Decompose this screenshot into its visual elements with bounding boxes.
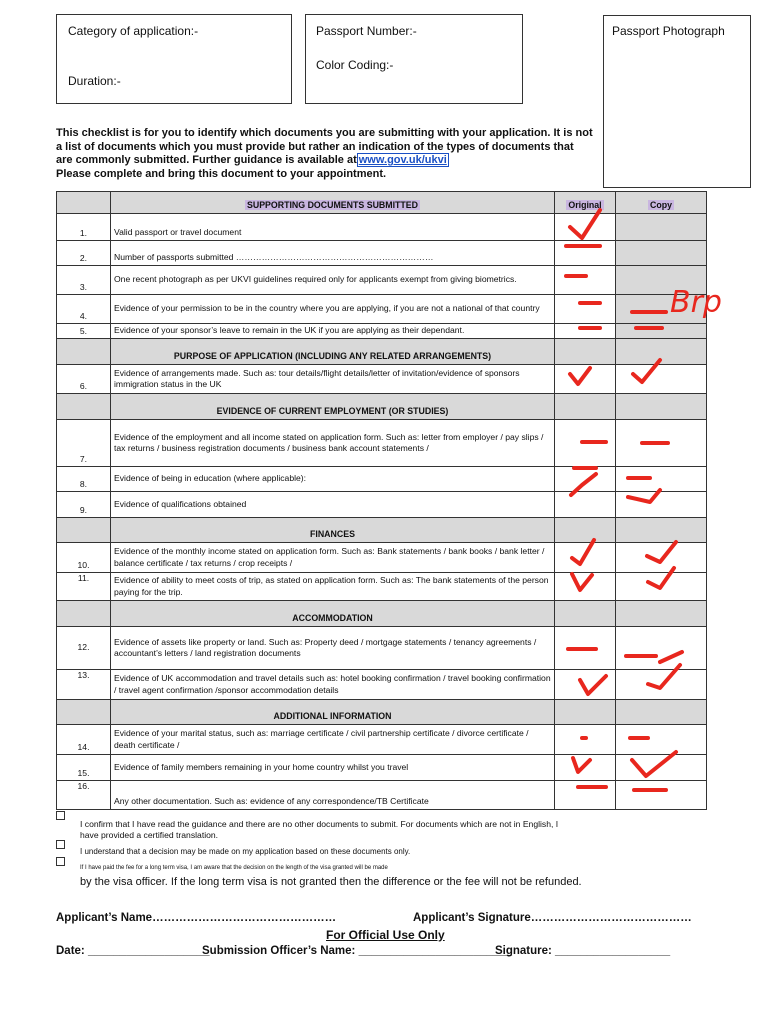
check-mark (580, 676, 606, 694)
table-row: 13. Evidence of UK accommodation and travel details such as: hotel booking confirmation / travel booking confirmation / travel agent confirmation /sponsor accommodation details (57, 670, 707, 700)
check-mark (572, 540, 594, 564)
declaration-1-text-b: have provided a certified translation. (80, 830, 219, 840)
table-row: 9. Evidence of qualifications obtained (57, 492, 707, 518)
passport-number-label: Passport Number:- (316, 24, 417, 38)
table-row: 12. Evidence of assets like property or land. Such as: Property deed / mortgage statements / tenancy agreements / accountant’s letters / land registration documents (57, 627, 707, 670)
table-row: 16. Any other documentation. Such as: evidence of any correspondence/TB Certificate (57, 781, 707, 810)
declaration-1-text-a: I confirm that I have read the guidance and there are no other documents to submit. For documents which are not in English, I (80, 819, 559, 829)
intro-line-3: are commonly submitted. Further guidance is available at www.gov.uk/ukvi (56, 154, 447, 166)
table-row: 8. Evidence of being in education (where applicable): (57, 467, 707, 492)
applicant-signature-field[interactable]: Applicant’s Signature…………………………………… (413, 912, 692, 924)
section-title: EVIDENCE OF CURRENT EMPLOYMENT (OR STUDIES) (111, 394, 555, 420)
check-mark (648, 665, 680, 688)
section-title: ADDITIONAL INFORMATION (111, 700, 555, 725)
section-title: FINANCES (111, 518, 555, 543)
check-mark (570, 368, 590, 384)
table-row: 2. Number of passports submitted …………………………………………………………… (57, 241, 707, 266)
section-title: PURPOSE OF APPLICATION (INCLUDING ANY RELATED ARRANGEMENTS) (111, 339, 555, 365)
check-mark (571, 474, 596, 495)
color-coding-label: Color Coding:- (316, 58, 394, 72)
check-mark (633, 360, 660, 382)
table-row: 1. Valid passport or travel document (57, 214, 707, 241)
declaration-3-text-b: by the visa officer. If the long term visa is not granted then the difference or the fee will not be refunded. (80, 876, 582, 888)
date-field[interactable]: Date: ___________________ (56, 945, 210, 957)
photo-label: Passport Photograph (612, 24, 725, 38)
guidance-link[interactable]: www.gov.uk/ukvi (358, 154, 447, 166)
intro-line-4: Please complete and bring this document to your appointment. (56, 167, 387, 180)
submission-officer-field[interactable]: Submission Officer’s Name: ________________________ (202, 945, 513, 957)
applicant-name-field[interactable]: Applicant’s Name………………………………………… (56, 912, 337, 924)
declaration-2-text: I understand that a decision may be made on my application based on these documents only. (80, 847, 411, 856)
table-row: 4. Evidence of your permission to be in the country where you are applying, if you are not a national of that country (57, 295, 707, 324)
check-mark (572, 574, 592, 590)
check-mark (648, 568, 674, 588)
signature-field[interactable]: Signature: __________________ (495, 945, 671, 957)
col-copy: Copy (650, 199, 672, 210)
check-mark (647, 542, 676, 562)
table-row: 11. Evidence of ability to meet costs of trip, as stated on application form. Such as: The bank statements of the person paying for the trip. (57, 573, 707, 601)
official-use-heading: For Official Use Only (326, 928, 445, 942)
table-row: 3. One recent photograph as per UKVI guidelines required only for applicants exempt from giving biometrics. (57, 266, 707, 295)
table-row: 15. Evidence of family members remaining in your home country whilst you travel (57, 755, 707, 781)
duration-label: Duration:- (68, 74, 121, 88)
check-mark (632, 752, 676, 776)
section-title: ACCOMMODATION (111, 601, 555, 627)
check-mark (628, 490, 660, 502)
table-row: 5. Evidence of your sponsor’s leave to remain in the UK if you are applying as their dependant. (57, 324, 707, 339)
check-mark (573, 758, 590, 772)
section-title: SUPPORTING DOCUMENTS SUBMITTED (246, 199, 419, 210)
check-mark (660, 652, 682, 662)
table-row: 7. Evidence of the employment and all income stated on application form. Such as: letter from employer / pay slips / tax returns / business registration documents / business bank account statements / (57, 420, 707, 467)
category-label: Category of application:- (68, 24, 199, 38)
intro-line-2: a list of documents which you must provide but rather an indication of the types of documents that (56, 140, 574, 153)
intro-line-1: This checklist is for you to identify which documents you are submitting with your application. It is not (56, 127, 593, 139)
table-row: 6. Evidence of arrangements made. Such as: tour details/flight details/letter of invitation/evidence of sponsors immigration status in the UK (57, 365, 707, 394)
check-mark (570, 210, 600, 238)
table-row: 14. Evidence of your marital status, such as: marriage certificate / civil partnership certificate / divorce certificate / death certificate / (57, 725, 707, 755)
brp-annotation: Brp (670, 285, 722, 320)
table-row: 10. Evidence of the monthly income stated on application form. Such as: Bank statements / bank books / bank letter / balance certificate / tax returns / crop receipts / (57, 543, 707, 573)
col-original: Original (568, 199, 602, 210)
declaration-3-text-a: If I have paid the fee for a long term visa, I am aware that the decision on the length of the visa granted will be made (80, 865, 388, 871)
